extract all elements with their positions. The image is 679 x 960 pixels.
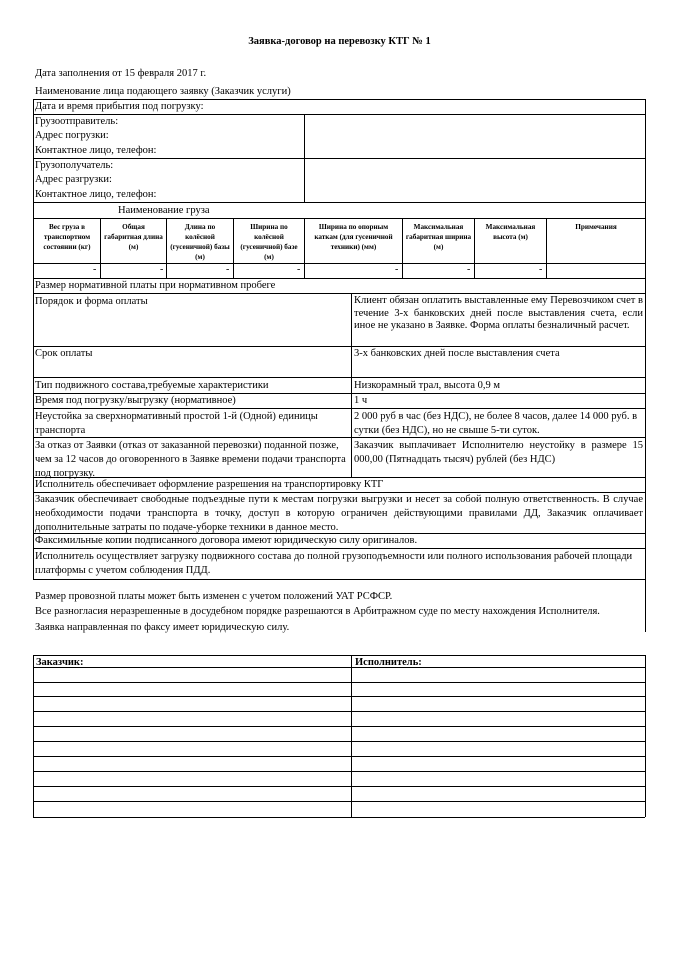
loading-time-label: Время под погрузку/выгрузку (нормативное) (35, 395, 236, 406)
consignee-label: Грузополучатель: (35, 160, 114, 171)
cargo-value-total-length: - (160, 264, 164, 275)
idle-penalty-label: Неустойка за сверхнормативный простой 1-й (Одной) единицы транспорта (35, 411, 318, 436)
loading-statement: Исполнитель осуществляет загрузку подвижного состава до полной грузоподъемности или полного использования рабочей площади платформы с учетом соблюдения ПДД. (35, 551, 633, 576)
col-header-notes: Примечания (575, 223, 617, 231)
cancel-penalty-label: За отказ от Заявки (отказ от заказанной перевозки) поданной позже, чем за 12 часов до оговоренного в Заявке времени подачи транспорта под погрузку. (35, 440, 346, 479)
permit-statement: Исполнитель обеспечивает оформление разрешения на транспортировку КТГ (35, 479, 384, 490)
fax-copies-statement: Факсимильные копии подписанного договора имеют юридическую силу оригиналов. (35, 535, 418, 546)
payment-term-value: 3-х банковских дней после выставления счета (354, 348, 560, 359)
note-fax: Заявка направленная по факсу имеет юридическую силу. (35, 622, 290, 633)
col-header-max-width: Максимальная габаритная ширина (м) (405, 223, 472, 251)
shipper-label: Грузоотправитель: (35, 116, 119, 127)
col-header-max-height: Максимальная высота (м) (485, 223, 536, 241)
document-title: Заявка-договор на перевозку КТГ № 1 (248, 36, 431, 47)
col-header-wheelbase-width: Ширина по колёсной (гусеничной) базе (м) (240, 223, 298, 261)
vehicle-type-label: Тип подвижного состава,требуемые характеристики (35, 380, 269, 391)
cargo-name-label: Наименование груза (118, 205, 210, 216)
consignee-address-label: Адрес разгрузки: (35, 174, 112, 185)
cargo-value-weight: - (93, 264, 97, 275)
cargo-value-wheelbase-width: - (297, 264, 301, 275)
cancel-penalty-value: Заказчик выплачивает Исполнителю неустойку в размере 15 000,00 (Пятнадцать тысяч) рублей (без НДС) (354, 440, 643, 465)
access-roads-statement: Заказчик обеспечивает свободные подъездные пути к местам погрузки выгрузки и несет за собой полную ответственность. В случае необходимости подачи транспорта в точку, доступ в которую ограничен действующими правилами ДД, Заказчик оплачивает дополнительные затраты по подаче-уборке техники в данное место. (35, 494, 643, 533)
fill-date: Дата заполнения от 15 февраля 2017 г. (35, 68, 207, 79)
payment-term-label: Срок оплаты (35, 348, 93, 359)
executor-signature-label: Исполнитель: (355, 657, 422, 668)
cargo-value-roller-width: - (395, 264, 399, 275)
cargo-value-max-height: - (539, 264, 543, 275)
normative-pay-label: Размер нормативной платы при нормативном пробеге (35, 280, 276, 291)
shipper-address-label: Адрес погрузки: (35, 130, 109, 141)
customer-signature-label: Заказчик: (36, 657, 84, 668)
loading-time-value: 1 ч (354, 395, 368, 406)
col-header-roller-width: Ширина по опорным каткам (для гусеничной техники) (мм) (314, 223, 393, 251)
idle-penalty-value: 2 000 руб в час (без НДС), не более 8 часов, далее 14 000 руб. в сутки (без НДС), но не свыше 5-ти суток. (354, 411, 638, 436)
note-tariff: Размер провозной платы может быть изменен с учетом положений УАТ РСФСР. (35, 591, 393, 602)
vehicle-type-value: Низкорамный трал, высота 0,9 м (354, 380, 501, 391)
payment-order-value: Клиент обязан оплатить выставленные ему Перевозчиком счет в течение 3-х банковских дней после выставления счета, если иное не указано в Заявке. Форма оплаты безналичный расчет. (354, 295, 643, 331)
applicant-label: Наименование лица подающего заявку (Заказчик услуги) (35, 86, 291, 97)
col-header-wheelbase-length: Длина по колёсной (гусеничной) базы (м) (170, 223, 230, 261)
arrival-label: Дата и время прибытия под погрузку: (35, 101, 204, 112)
note-arbitration: Все разногласия неразрешенные в досудебном порядке разрешаются в Арбитражном суде по месту нахождения Исполнителя. (35, 606, 600, 617)
col-header-total-length: Общая габаритная длина (м) (104, 223, 163, 251)
col-header-weight: Вес груза в транспортном состоянии (кг) (43, 223, 91, 251)
consignee-contact-label: Контактное лицо, телефон: (35, 189, 157, 200)
shipper-contact-label: Контактное лицо, телефон: (35, 145, 157, 156)
cargo-value-wheelbase-length: - (226, 264, 230, 275)
cargo-value-max-width: - (467, 264, 471, 275)
payment-order-label: Порядок и форма оплаты (35, 296, 148, 307)
